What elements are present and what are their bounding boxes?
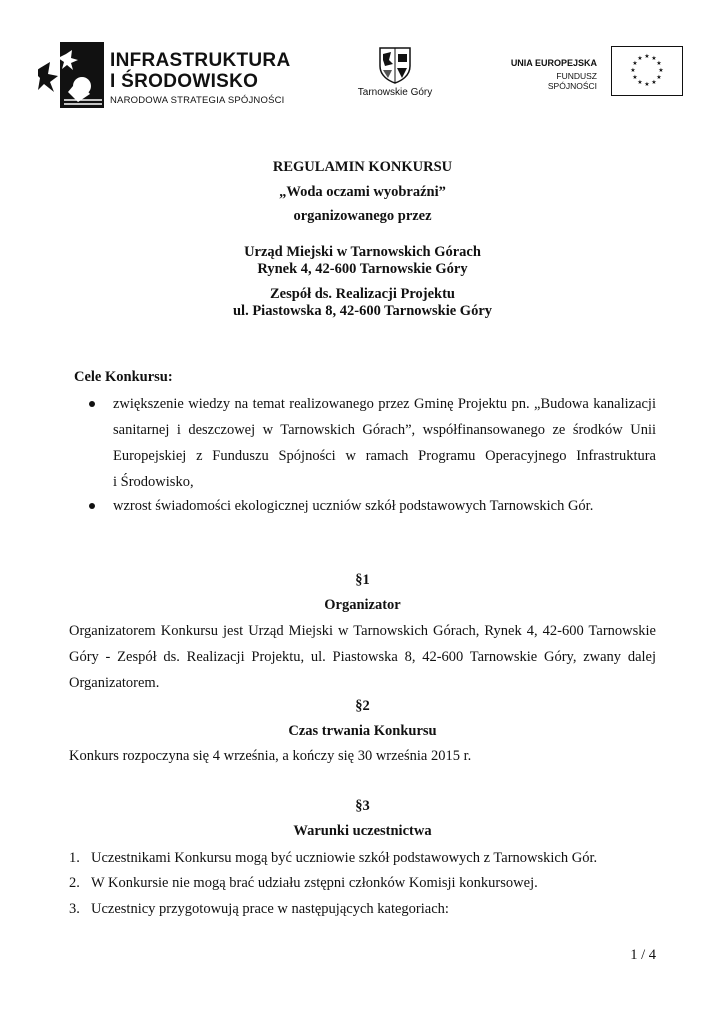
section-3-number: §3 [355,798,370,814]
section-2-number: §2 [355,698,370,714]
goal-line: Europejskiej z Funduszu Spójności w ramach Programu Operacyjnego Infrastruktura [113,448,656,464]
section-1-line: Góry - Zespół ds. Realizacji Projektu, ul. Piastowska 8, 42-600 Tarnowskie Góry, zwany dalej [69,649,656,665]
logo-right-line1: UNIA EUROPEJSKA [510,58,597,68]
svg-text:★: ★ [637,55,643,62]
svg-text:★: ★ [651,79,657,86]
section-2-body: Konkurs rozpoczyna się 4 września, a kończy się 30 września 2015 r. [69,748,472,764]
contest-name: „Woda oczami wyobraźni” [279,184,446,200]
document-title: REGULAMIN KONKURSU [272,159,453,175]
svg-text:★: ★ [637,79,643,86]
goal-item: wzrost świadomości ekologicznej uczniów szkół podstawowych Tarnowskich Gór. [113,498,594,514]
goal-item [113,391,656,495]
bullet-icon [89,503,95,509]
svg-text:★: ★ [644,53,650,60]
svg-text:★: ★ [630,67,636,74]
svg-text:★: ★ [632,60,638,67]
list-item-number: 1. [69,850,80,866]
section-3-title: Warunki uczestnictwa [293,823,432,839]
list-item-number: 2. [69,875,80,891]
coat-of-arms-icon [377,46,413,84]
section-1-body [69,618,656,696]
goal-line: sanitarnej i deszczowej w Tarnowskich Górach”, współfinansowanego ze środków Unii [113,422,656,438]
team-address: ul. Piastowska 8, 42-600 Tarnowskie Góry [232,303,493,319]
svg-text:★: ★ [651,55,657,62]
logo-right-line2: FUNDUSZ SPÓJNOŚCI [547,71,597,91]
section-1-line: Organizatorem Konkursu jest Urząd Miejski w Tarnowskich Górach, Rynek 4, 42-600 Tarnowskie [69,623,656,639]
bullet-icon [89,401,95,407]
goal-line: zwiększenie wiedzy na temat realizowanego przez Gminę Projektu pn. „Budowa kanalizacji [113,396,656,412]
list-item-number: 3. [69,901,80,917]
list-item: W Konkursie nie mogą brać udziału zstępni członków Komisji konkursowej. [91,875,538,891]
team-name: Zespół ds. Realizacji Projektu [270,286,455,302]
section-1-number: §1 [355,572,370,588]
organized-by-text: organizowanego przez [293,208,432,224]
logo-tarnowskie-gory [350,46,440,102]
svg-text:★: ★ [656,60,662,67]
logo-left-line1: INFRASTRUKTURA [110,50,291,71]
goals-heading: Cele Konkursu: [74,369,173,385]
svg-text:★: ★ [656,74,662,81]
logo-left-line2: I ŚRODOWISKO [110,71,259,92]
svg-text:★: ★ [632,74,638,81]
logo-center-caption: Tarnowskie Góry [357,87,433,98]
svg-text:★: ★ [644,81,650,88]
section-2-title: Czas trwania Konkursu [288,723,437,739]
infrastruktura-emblem-icon [38,40,106,110]
organizer-name: Urząd Miejski w Tarnowskich Górach [244,244,481,260]
logo-left-line3: NARODOWA STRATEGIA SPÓJNOŚCI [110,95,285,106]
section-1-line: Organizatorem. [69,675,160,691]
logo-infrastruktura [38,40,291,110]
list-item: Uczestnicy przygotowują prace w następujących kategoriach: [91,901,449,917]
svg-text:★: ★ [658,67,664,74]
list-item: Uczestnikami Konkursu mogą być uczniowie szkół podstawowych z Tarnowskich Gór. [91,850,598,866]
page-number: 1 / 4 [630,947,656,963]
section-1-title: Organizator [324,597,401,613]
organizer-address: Rynek 4, 42-600 Tarnowskie Góry [257,261,468,277]
eu-flag-icon [611,46,683,96]
logo-unia-europejska [505,44,685,98]
goal-line: i Środowisko, [113,474,194,490]
